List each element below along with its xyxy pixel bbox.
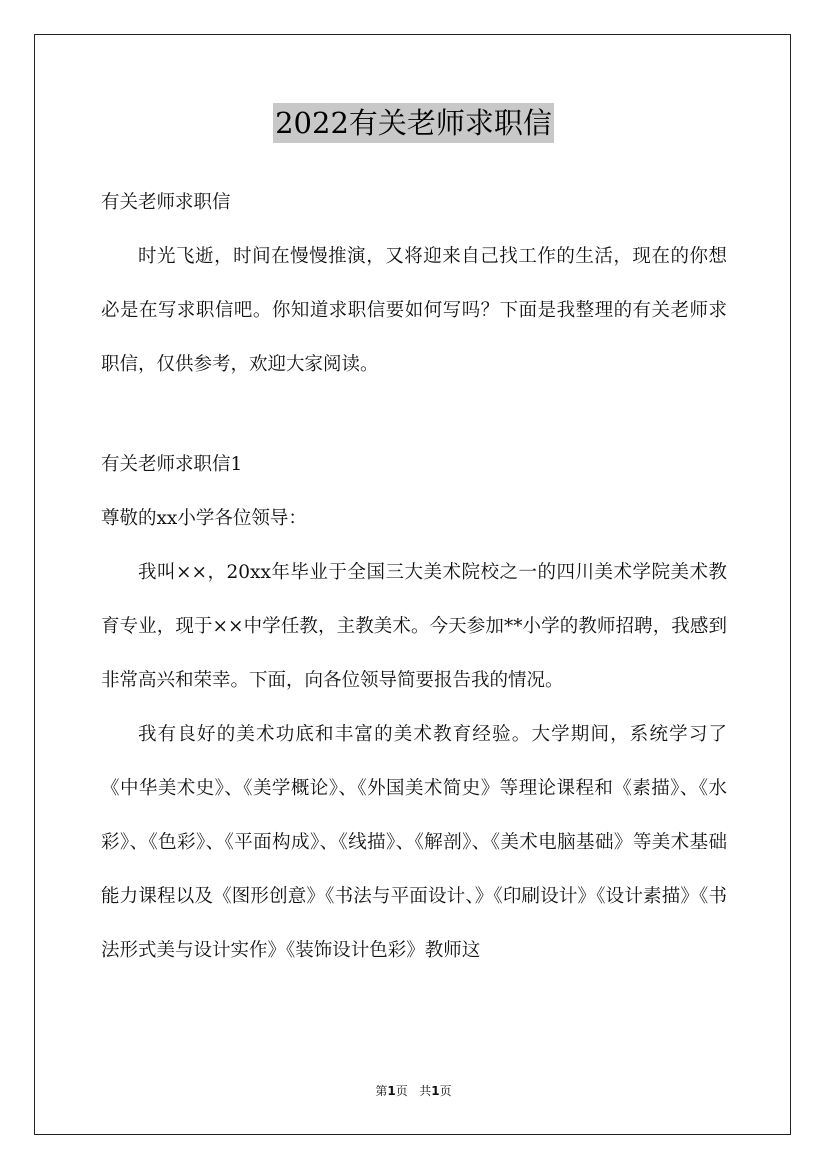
title-container [0,103,827,143]
page-prefix: 第 [375,1084,388,1098]
intro-paragraph: 时光飞逝，时间在慢慢推演，又将迎来自己找工作的生活，现在的你想必是在写求职信吧。你知道求职信要如何写吗？下面是我整理的有关老师求职信，仅供参考，欢迎大家阅读。 [101,246,727,375]
document-body [101,176,727,978]
section-spacer [101,392,727,438]
total-suffix: 页 [439,1084,452,1098]
document-title: 2022有关老师求职信 [273,103,554,143]
body-paragraph-1: 我叫××，20xx年毕业于全国三大美术院校之一的四川美术学院美术教育专业，现于××中学任教，主教美术。今天参加**小学的教师招聘，我感到非常高兴和荣幸。下面，向各位领导简要报告我的情况。 [101,562,727,691]
page-number: 1 [387,1084,396,1098]
body-paragraph-2: 我有良好的美术功底和丰富的美术教育经验。大学期间，系统学习了《中华美术史》、《美学概论》、《外国美术简史》等理论课程和《素描》、《水彩》、《色彩》、《平面构成》、《线描》、《解剖》、《美术电脑基础》等美术基础能力课程以及《图形创意》《书法与平面设计、》《印刷设计》《设计素描》《书法形式美与设计实作》《装饰设计色彩》教师这 [101,724,727,961]
section-heading: 有关老师求职信1 [101,454,243,475]
salutation: 尊敬的xx小学各位领导： [101,508,307,529]
document-subtitle: 有关老师求职信 [101,192,231,213]
page-footer [0,1082,827,1099]
total-pages: 1 [431,1084,440,1098]
page-suffix: 页 [395,1084,408,1098]
total-prefix: 共 [419,1084,432,1098]
